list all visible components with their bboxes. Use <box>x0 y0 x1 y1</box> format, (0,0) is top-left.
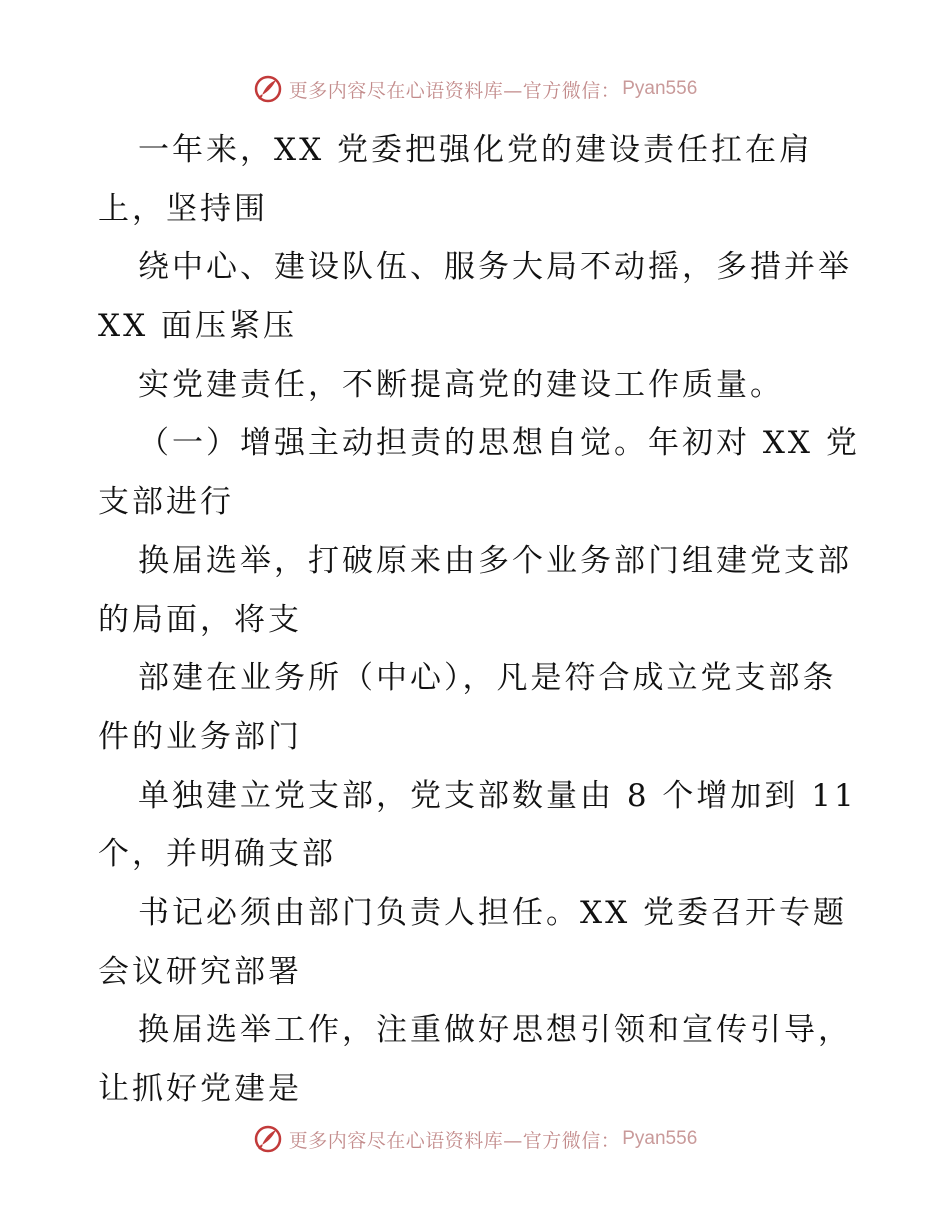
header-watermark <box>0 72 950 106</box>
body-line: XX 面压紧压 <box>98 308 297 345</box>
body-line: 绕中心、建设队伍、服务大局不动摇，多措并举 <box>138 249 852 286</box>
body-line: 会议研究部署 <box>98 953 302 990</box>
section-heading-line: （一）增强主动担责的思想自觉。年初对 XX 党 <box>138 425 860 462</box>
body-line: 支部进行 <box>98 484 234 521</box>
body-line: 的局面，将支 <box>98 601 302 638</box>
body-line: 一年来，XX 党委把强化党的建设责任扛在肩 <box>138 132 813 168</box>
watermark-wechat-id: Pyan556 <box>622 78 698 99</box>
document-body <box>98 121 858 1119</box>
body-line: 换届选举，打破原来由多个业务部门组建党支部 <box>138 542 852 579</box>
body-line: 单独建立党支部，党支部数量由 8 个增加到 11 <box>138 777 857 814</box>
body-line: 实党建责任，不断提高党的建设工作质量。 <box>138 366 784 403</box>
footer-watermark <box>0 1122 950 1156</box>
watermark-text: 更多内容尽在心语资料库—官方微信： <box>288 1129 621 1152</box>
body-line: 个，并明确支部 <box>98 836 336 873</box>
watermark-text: 更多内容尽在心语资料库—官方微信： <box>288 79 621 102</box>
body-line: 换届选举工作，注重做好思想引领和宣传引导， <box>138 1012 852 1049</box>
feather-logo-icon <box>253 74 283 104</box>
body-line: 书记必须由部门负责人担任。XX 党委召开专题 <box>138 894 847 931</box>
body-line: 让抓好党建是 <box>98 1071 302 1107</box>
feather-logo-icon <box>253 1124 283 1154</box>
watermark-wechat-id: Pyan556 <box>622 1128 698 1149</box>
body-line: 上，坚持围 <box>98 190 268 227</box>
body-line: 部建在业务所（中心），凡是符合成立党支部条 <box>138 660 837 697</box>
body-line: 件的业务部门 <box>98 718 302 755</box>
